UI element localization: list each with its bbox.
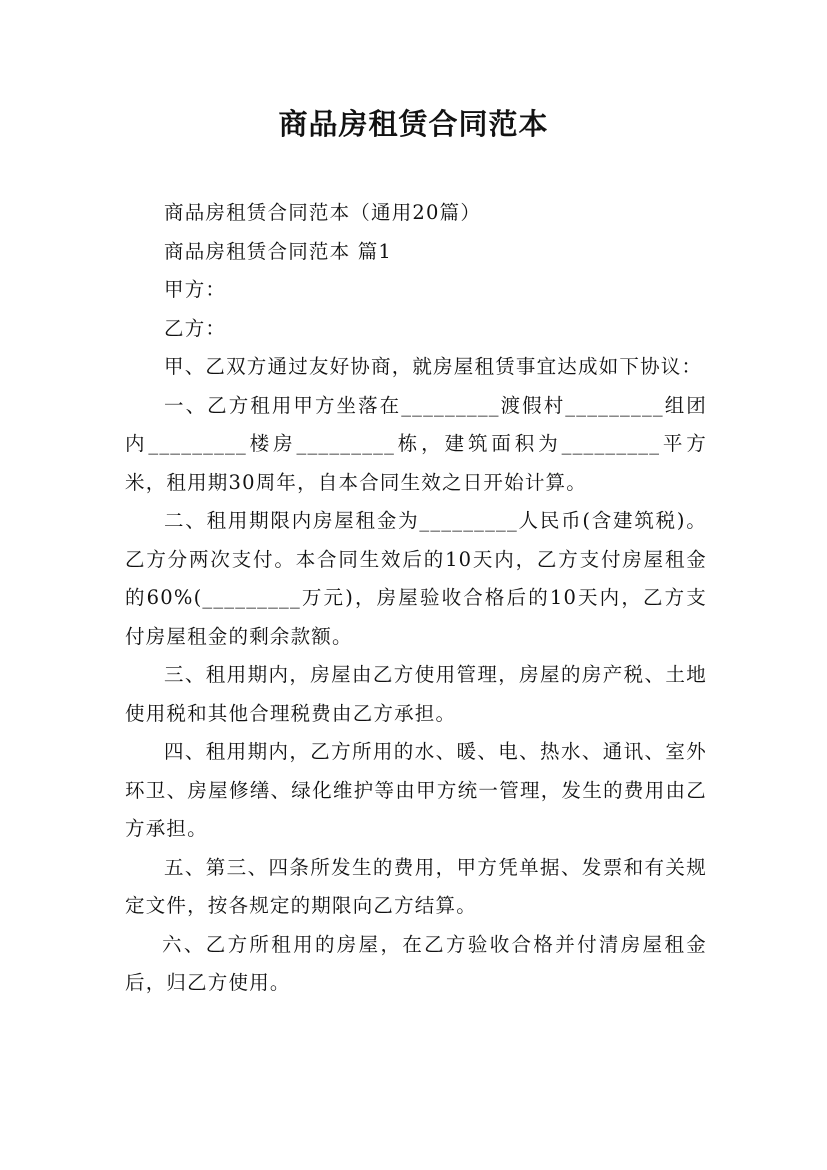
paragraph-clause-2: 二、租用期限内房屋租金为_________人民币(含建筑税)。乙方分两次支付。本合同生效后的10天内，乙方支付房屋租金的60%(_________万元)，房屋验收合格后的10天内，乙方支付房屋租金的剩余款额。 — [125, 509, 707, 648]
paragraph-clause-5: 五、第三、四条所发生的费用，甲方凭单据、发票和有关规定文件，按各规定的期限向乙方结算。 — [125, 855, 707, 917]
paragraph-party-b: 乙方： — [164, 316, 227, 340]
paragraph-party-a: 甲方： — [164, 278, 227, 301]
paragraph-clause-4: 四、租用期内，乙方所用的水、暖、电、热水、通讯、室外环卫、房屋修缮、绿化维护等由甲方统一管理，发生的费用由乙方承担。 — [125, 740, 707, 840]
paragraph-section-heading: 商品房租赁合同范本 篇1 — [164, 239, 393, 263]
paragraph-clause-6: 六、乙方所租用的房屋，在乙方验收合格并付清房屋租金后，归乙方使用。 — [125, 932, 707, 994]
document-title: 商品房租赁合同范本 — [278, 107, 549, 141]
paragraph-subtitle: 商品房租赁合同范本（通用20篇） — [164, 201, 482, 224]
paragraph-preamble: 甲、乙双方通过友好协商，就房屋租赁事宜达成如下协议： — [164, 355, 703, 378]
paragraph-clause-3: 三、租用期内，房屋由乙方使用管理，房屋的房产税、土地使用税和其他合理税费由乙方承担。 — [125, 663, 707, 725]
paragraph-clause-1: 一、乙方租用甲方坐落在_________渡假村_________组团内_________楼房_________栋，建筑面积为_________平方米，租用期30周年，自本合同生效之日开始计算。 — [125, 393, 707, 494]
document-body — [125, 194, 707, 1003]
